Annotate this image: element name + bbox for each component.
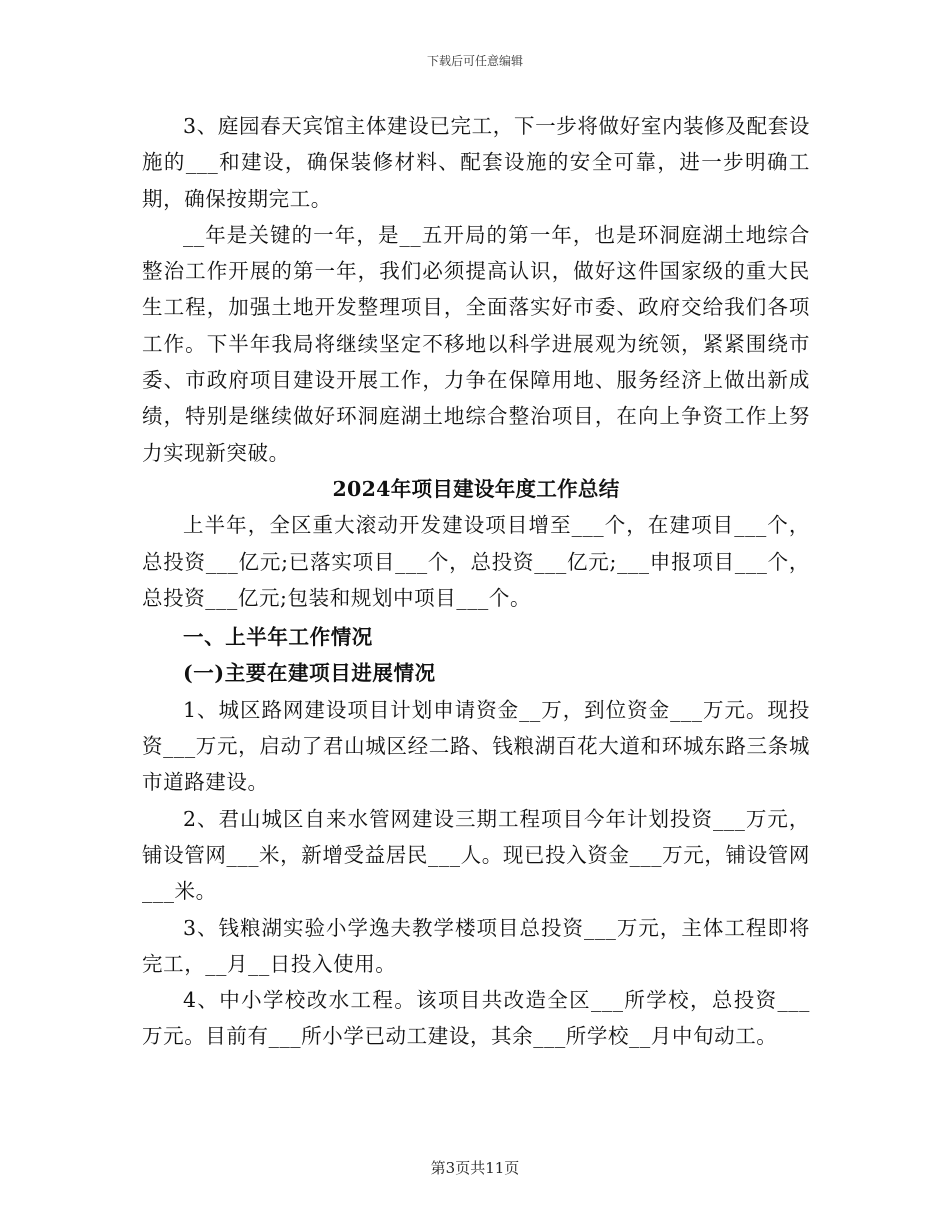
paragraph-school-water: 4、中小学校改水工程。该项目共改造全区___所学校，总投资___万元。目前有___所小学已动工建设，其余___所学校__月中旬动工。 — [142, 988, 810, 1049]
page-number: 第3页共11页 — [430, 1159, 520, 1177]
paragraph-year-outlook: __年是关键的一年，是__五开局的第一年，也是环洞庭湖土地综合整治工作开展的第一年，我们必须提高认识，做好这件国家级的重大民生工程，加强土地开发整理项目，全面落实好市委、政府交给我们各项工作。下半年我局将继续坚定不移地以科学进展观为统领，紧紧围绕市委、市政府项目建设开展工作，力争在保障用地、服务经济上做出新成绩，特别是继续做好环洞庭湖土地综合整治项目，在向上争资工作上努力实现新突破。 — [142, 222, 810, 465]
paragraph-school-building: 3、钱粮湖实验小学逸夫教学楼项目总投资___万元，主体工程即将完工，__月__日投入使用。 — [142, 915, 810, 976]
section-heading-first-half: 一、上半年工作情况 — [183, 625, 373, 650]
page-header-note: 下载后可任意编辑 — [426, 54, 523, 68]
paragraph-road-network: 1、城区路网建设项目计划申请资金__万，到位资金___万元。现投资___万元，启动了君山城区经二路、钱粮湖百花大道和环城东路三条城市道路建设。 — [142, 697, 810, 795]
subsection-heading-main-projects: (一)主要在建项目进展情况 — [183, 661, 436, 686]
document-title: 2024年项目建设年度工作总结 — [332, 476, 620, 501]
document-body — [142, 108, 810, 1055]
paragraph-hotel-construction: 3、庭园春天宾馆主体建设已完工，下一步将做好室内装修及配套设施的___和建设，确保装修材料、配套设施的安全可靠，进一步明确工期，确保按期完工。 — [142, 114, 810, 211]
paragraph-water-pipeline: 2、君山城区自来水管网建设三期工程项目今年计划投资___万元，铺设管网___米，新增受益居民___人。现已投入资金___万元，铺设管网___米。 — [142, 806, 810, 904]
paragraph-project-overview: 上半年，全区重大滚动开发建设项目增至___个，在建项目___个，总投资___亿元;已落实项目___个，总投资___亿元;___申报项目___个，总投资___亿元;包装和规划中项目___个。 — [142, 513, 810, 610]
